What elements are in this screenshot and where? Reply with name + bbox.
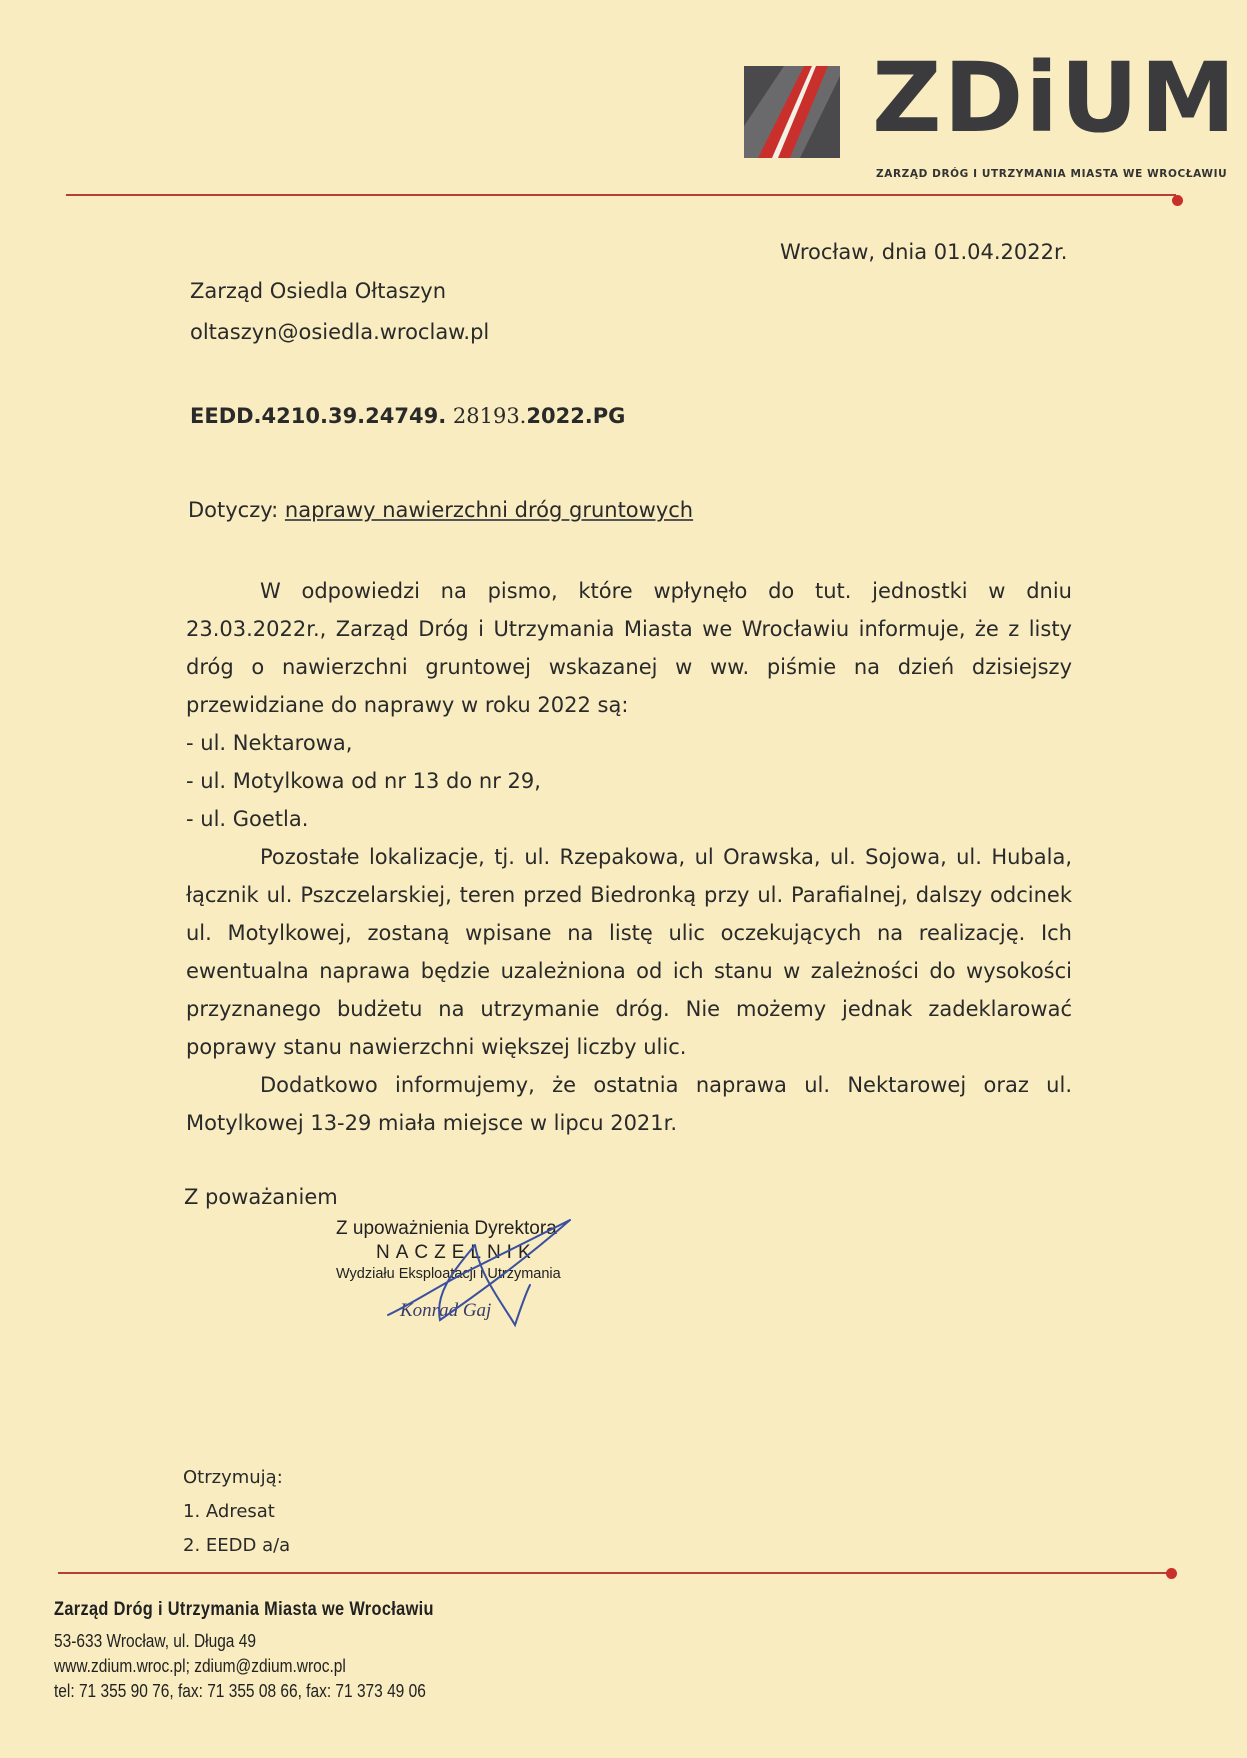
reference-middle: 28193.	[446, 404, 527, 428]
stamp-line-1: Z upoważnienia Dyrektora	[336, 1218, 557, 1239]
stamp-line-3: Wydziału Eksploatacji i Utrzymania	[336, 1266, 561, 1282]
subject-text: naprawy nawierzchni dróg gruntowych	[284, 498, 694, 522]
footer-divider	[58, 1572, 1170, 1574]
letter-date: Wrocław, dnia 01.04.2022r.	[780, 240, 1068, 264]
recipient-email: oltaszyn@osiedla.wroclaw.pl	[190, 320, 490, 344]
stamp-line-2: NACZELNIK	[376, 1242, 537, 1263]
footer-address: 53-633 Wrocław, ul. Długa 49	[54, 1631, 256, 1651]
header-divider-dot	[1172, 195, 1183, 206]
footer-phones: tel: 71 355 90 76, fax: 71 355 08 66, fax: 71 373 49 06	[54, 1681, 426, 1701]
receivers-title: Otrzymują:	[183, 1467, 283, 1488]
paragraph-2: Pozostałe lokalizacje, tj. ul. Rzepakowa, ul Orawska, ul. Sojowa, ul. Hubala, łącznik ul. Pszczelarskiej, teren przed Biedronką przy ul. Parafialnej, dalszy odcinek ul. Motylkowej, zostaną wpisane na listę ulic oczekujących na realizację. Ich ewentualna naprawa będzie uzależniona od ich stanu w zależności do wysokości przyznanego budżetu na utrzymanie dróg. Nie możemy jednak zadeklarować poprawy stanu nawierzchni większej liczby ulic.	[186, 845, 1072, 1059]
footer-web: www.zdium.wroc.pl; zdium@zdium.wroc.pl	[54, 1656, 346, 1676]
list-item: - ul. Goetla.	[186, 807, 309, 831]
header-divider	[66, 194, 1176, 196]
brand-subtitle: ZARZĄD DRÓG I UTRZYMANIA MIASTA WE WROCŁAWIU	[876, 168, 1228, 180]
stamp-line-4: Konrad Gaj	[400, 1300, 492, 1321]
subject-line	[188, 498, 693, 522]
reference-number	[190, 404, 625, 428]
reference-prefix: EEDD.4210.39.24749.	[190, 404, 447, 428]
paragraph-3: Dodatkowo informujemy, że ostatnia naprawa ul. Nektarowej oraz ul. Motylkowej 13-29 miała miejsce w lipcu 2021r.	[186, 1073, 1072, 1135]
handwritten-signature	[380, 1215, 590, 1335]
brand-wordmark: ZDiUM	[872, 42, 1238, 154]
list-item: - ul. Motylkowa od nr 13 do nr 29,	[186, 769, 541, 793]
subject-label: Dotyczy:	[188, 498, 285, 522]
reference-suffix: 2022.PG	[526, 404, 626, 428]
list-item: - ul. Nektarowa,	[186, 731, 353, 755]
footer-divider-dot	[1166, 1568, 1177, 1579]
zdium-logo-icon	[744, 66, 840, 158]
letter-body	[186, 572, 1072, 1142]
recipient-name: Zarząd Osiedla Ołtaszyn	[190, 279, 447, 303]
footer-org-name: Zarząd Dróg i Utrzymania Miasta we Wrocławiu	[54, 1599, 434, 1620]
closing-greeting: Z poważaniem	[184, 1185, 338, 1209]
receiver-item: 2. EEDD a/a	[183, 1535, 291, 1556]
paragraph-1: W odpowiedzi na pismo, które wpłynęło do tut. jednostki w dniu 23.03.2022r., Zarząd Dróg i Utrzymania Miasta we Wrocławiu informuje, że z listy dróg o nawierzchni gruntowej wskazanej w ww. piśmie na dzień dzisiejszy przewidziane do naprawy w roku 2022 są:	[186, 579, 1072, 717]
receiver-item: 1. Adresat	[183, 1501, 275, 1522]
